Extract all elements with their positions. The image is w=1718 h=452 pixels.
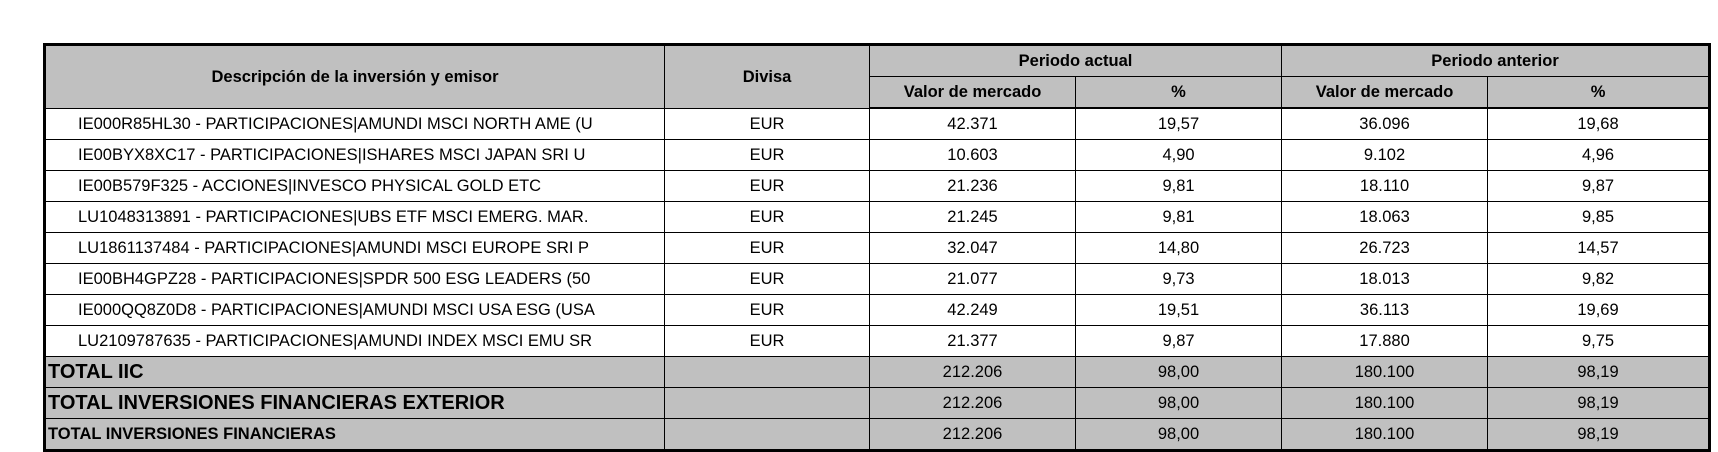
row-previous-value: 18.063 xyxy=(1282,202,1488,233)
row-previous-pct: 4,96 xyxy=(1488,140,1710,171)
row-current-value: 32.047 xyxy=(870,233,1076,264)
table-row xyxy=(45,264,1710,295)
row-current-pct: 19,51 xyxy=(1076,295,1282,326)
row-previous-value: 26.723 xyxy=(1282,233,1488,264)
row-description: IE000R85HL30 - PARTICIPACIONES|AMUNDI MSCI NORTH AME (U xyxy=(45,108,665,140)
total-label: TOTAL INVERSIONES FINANCIERAS EXTERIOR xyxy=(45,388,665,419)
header-description: Descripción de la inversión y emisor xyxy=(45,45,665,109)
row-current-value: 21.245 xyxy=(870,202,1076,233)
total-current-pct: 98,00 xyxy=(1076,388,1282,419)
row-description: LU1861137484 - PARTICIPACIONES|AMUNDI MSCI EUROPE SRI P xyxy=(45,233,665,264)
total-current-value: 212.206 xyxy=(870,419,1076,451)
row-current-value: 21.236 xyxy=(870,171,1076,202)
table-row xyxy=(45,140,1710,171)
row-currency: EUR xyxy=(665,202,870,233)
table-row xyxy=(45,295,1710,326)
total-label: TOTAL INVERSIONES FINANCIERAS xyxy=(45,419,665,451)
total-previous-pct: 98,19 xyxy=(1488,419,1710,451)
header-current-percent: % xyxy=(1076,77,1282,109)
row-currency: EUR xyxy=(665,233,870,264)
total-previous-pct: 98,19 xyxy=(1488,357,1710,388)
investment-table xyxy=(43,43,1711,452)
row-previous-value: 36.113 xyxy=(1282,295,1488,326)
row-previous-pct: 14,57 xyxy=(1488,233,1710,264)
row-current-pct: 4,90 xyxy=(1076,140,1282,171)
row-currency: EUR xyxy=(665,171,870,202)
row-currency: EUR xyxy=(665,108,870,140)
total-current-pct: 98,00 xyxy=(1076,357,1282,388)
total-currency-empty xyxy=(665,388,870,419)
table-row xyxy=(45,108,1710,140)
total-current-value: 212.206 xyxy=(870,388,1076,419)
total-row-exterior xyxy=(45,388,1710,419)
row-description: IE00B579F325 - ACCIONES|INVESCO PHYSICAL GOLD ETC xyxy=(45,171,665,202)
header-previous-market-value: Valor de mercado xyxy=(1282,77,1488,109)
header-current-market-value: Valor de mercado xyxy=(870,77,1076,109)
table-row xyxy=(45,326,1710,357)
row-description: IE000QQ8Z0D8 - PARTICIPACIONES|AMUNDI MSCI USA ESG (USA xyxy=(45,295,665,326)
total-previous-pct: 98,19 xyxy=(1488,388,1710,419)
row-current-value: 42.249 xyxy=(870,295,1076,326)
row-current-value: 21.377 xyxy=(870,326,1076,357)
header-previous-period: Periodo anterior xyxy=(1282,45,1710,77)
row-currency: EUR xyxy=(665,326,870,357)
total-row-financieras xyxy=(45,419,1710,451)
row-current-value: 21.077 xyxy=(870,264,1076,295)
row-currency: EUR xyxy=(665,295,870,326)
row-previous-value: 9.102 xyxy=(1282,140,1488,171)
total-currency-empty xyxy=(665,357,870,388)
row-previous-pct: 19,68 xyxy=(1488,108,1710,140)
total-previous-value: 180.100 xyxy=(1282,419,1488,451)
total-current-value: 212.206 xyxy=(870,357,1076,388)
row-current-pct: 14,80 xyxy=(1076,233,1282,264)
row-previous-pct: 9,87 xyxy=(1488,171,1710,202)
row-current-value: 42.371 xyxy=(870,108,1076,140)
row-description: IE00BYX8XC17 - PARTICIPACIONES|ISHARES MSCI JAPAN SRI U xyxy=(45,140,665,171)
total-current-pct: 98,00 xyxy=(1076,419,1282,451)
row-previous-value: 17.880 xyxy=(1282,326,1488,357)
total-label: TOTAL IIC xyxy=(45,357,665,388)
row-description: LU1048313891 - PARTICIPACIONES|UBS ETF MSCI EMERG. MAR. xyxy=(45,202,665,233)
header-currency: Divisa xyxy=(665,45,870,109)
row-current-pct: 9,87 xyxy=(1076,326,1282,357)
row-currency: EUR xyxy=(665,140,870,171)
row-previous-pct: 19,69 xyxy=(1488,295,1710,326)
header-current-period: Periodo actual xyxy=(870,45,1282,77)
total-row-iic xyxy=(45,357,1710,388)
total-currency-empty xyxy=(665,419,870,451)
total-previous-value: 180.100 xyxy=(1282,388,1488,419)
row-currency: EUR xyxy=(665,264,870,295)
row-current-pct: 9,81 xyxy=(1076,202,1282,233)
row-current-pct: 9,81 xyxy=(1076,171,1282,202)
row-previous-value: 18.013 xyxy=(1282,264,1488,295)
table-row xyxy=(45,202,1710,233)
row-previous-value: 18.110 xyxy=(1282,171,1488,202)
table-row xyxy=(45,171,1710,202)
row-previous-pct: 9,75 xyxy=(1488,326,1710,357)
total-previous-value: 180.100 xyxy=(1282,357,1488,388)
row-current-pct: 19,57 xyxy=(1076,108,1282,140)
row-current-pct: 9,73 xyxy=(1076,264,1282,295)
header-previous-percent: % xyxy=(1488,77,1710,109)
row-previous-pct: 9,85 xyxy=(1488,202,1710,233)
row-description: LU2109787635 - PARTICIPACIONES|AMUNDI INDEX MSCI EMU SR xyxy=(45,326,665,357)
row-previous-pct: 9,82 xyxy=(1488,264,1710,295)
table-row xyxy=(45,233,1710,264)
row-description: IE00BH4GPZ28 - PARTICIPACIONES|SPDR 500 ESG LEADERS (50 xyxy=(45,264,665,295)
row-current-value: 10.603 xyxy=(870,140,1076,171)
row-previous-value: 36.096 xyxy=(1282,108,1488,140)
header-row-top xyxy=(45,45,1710,77)
